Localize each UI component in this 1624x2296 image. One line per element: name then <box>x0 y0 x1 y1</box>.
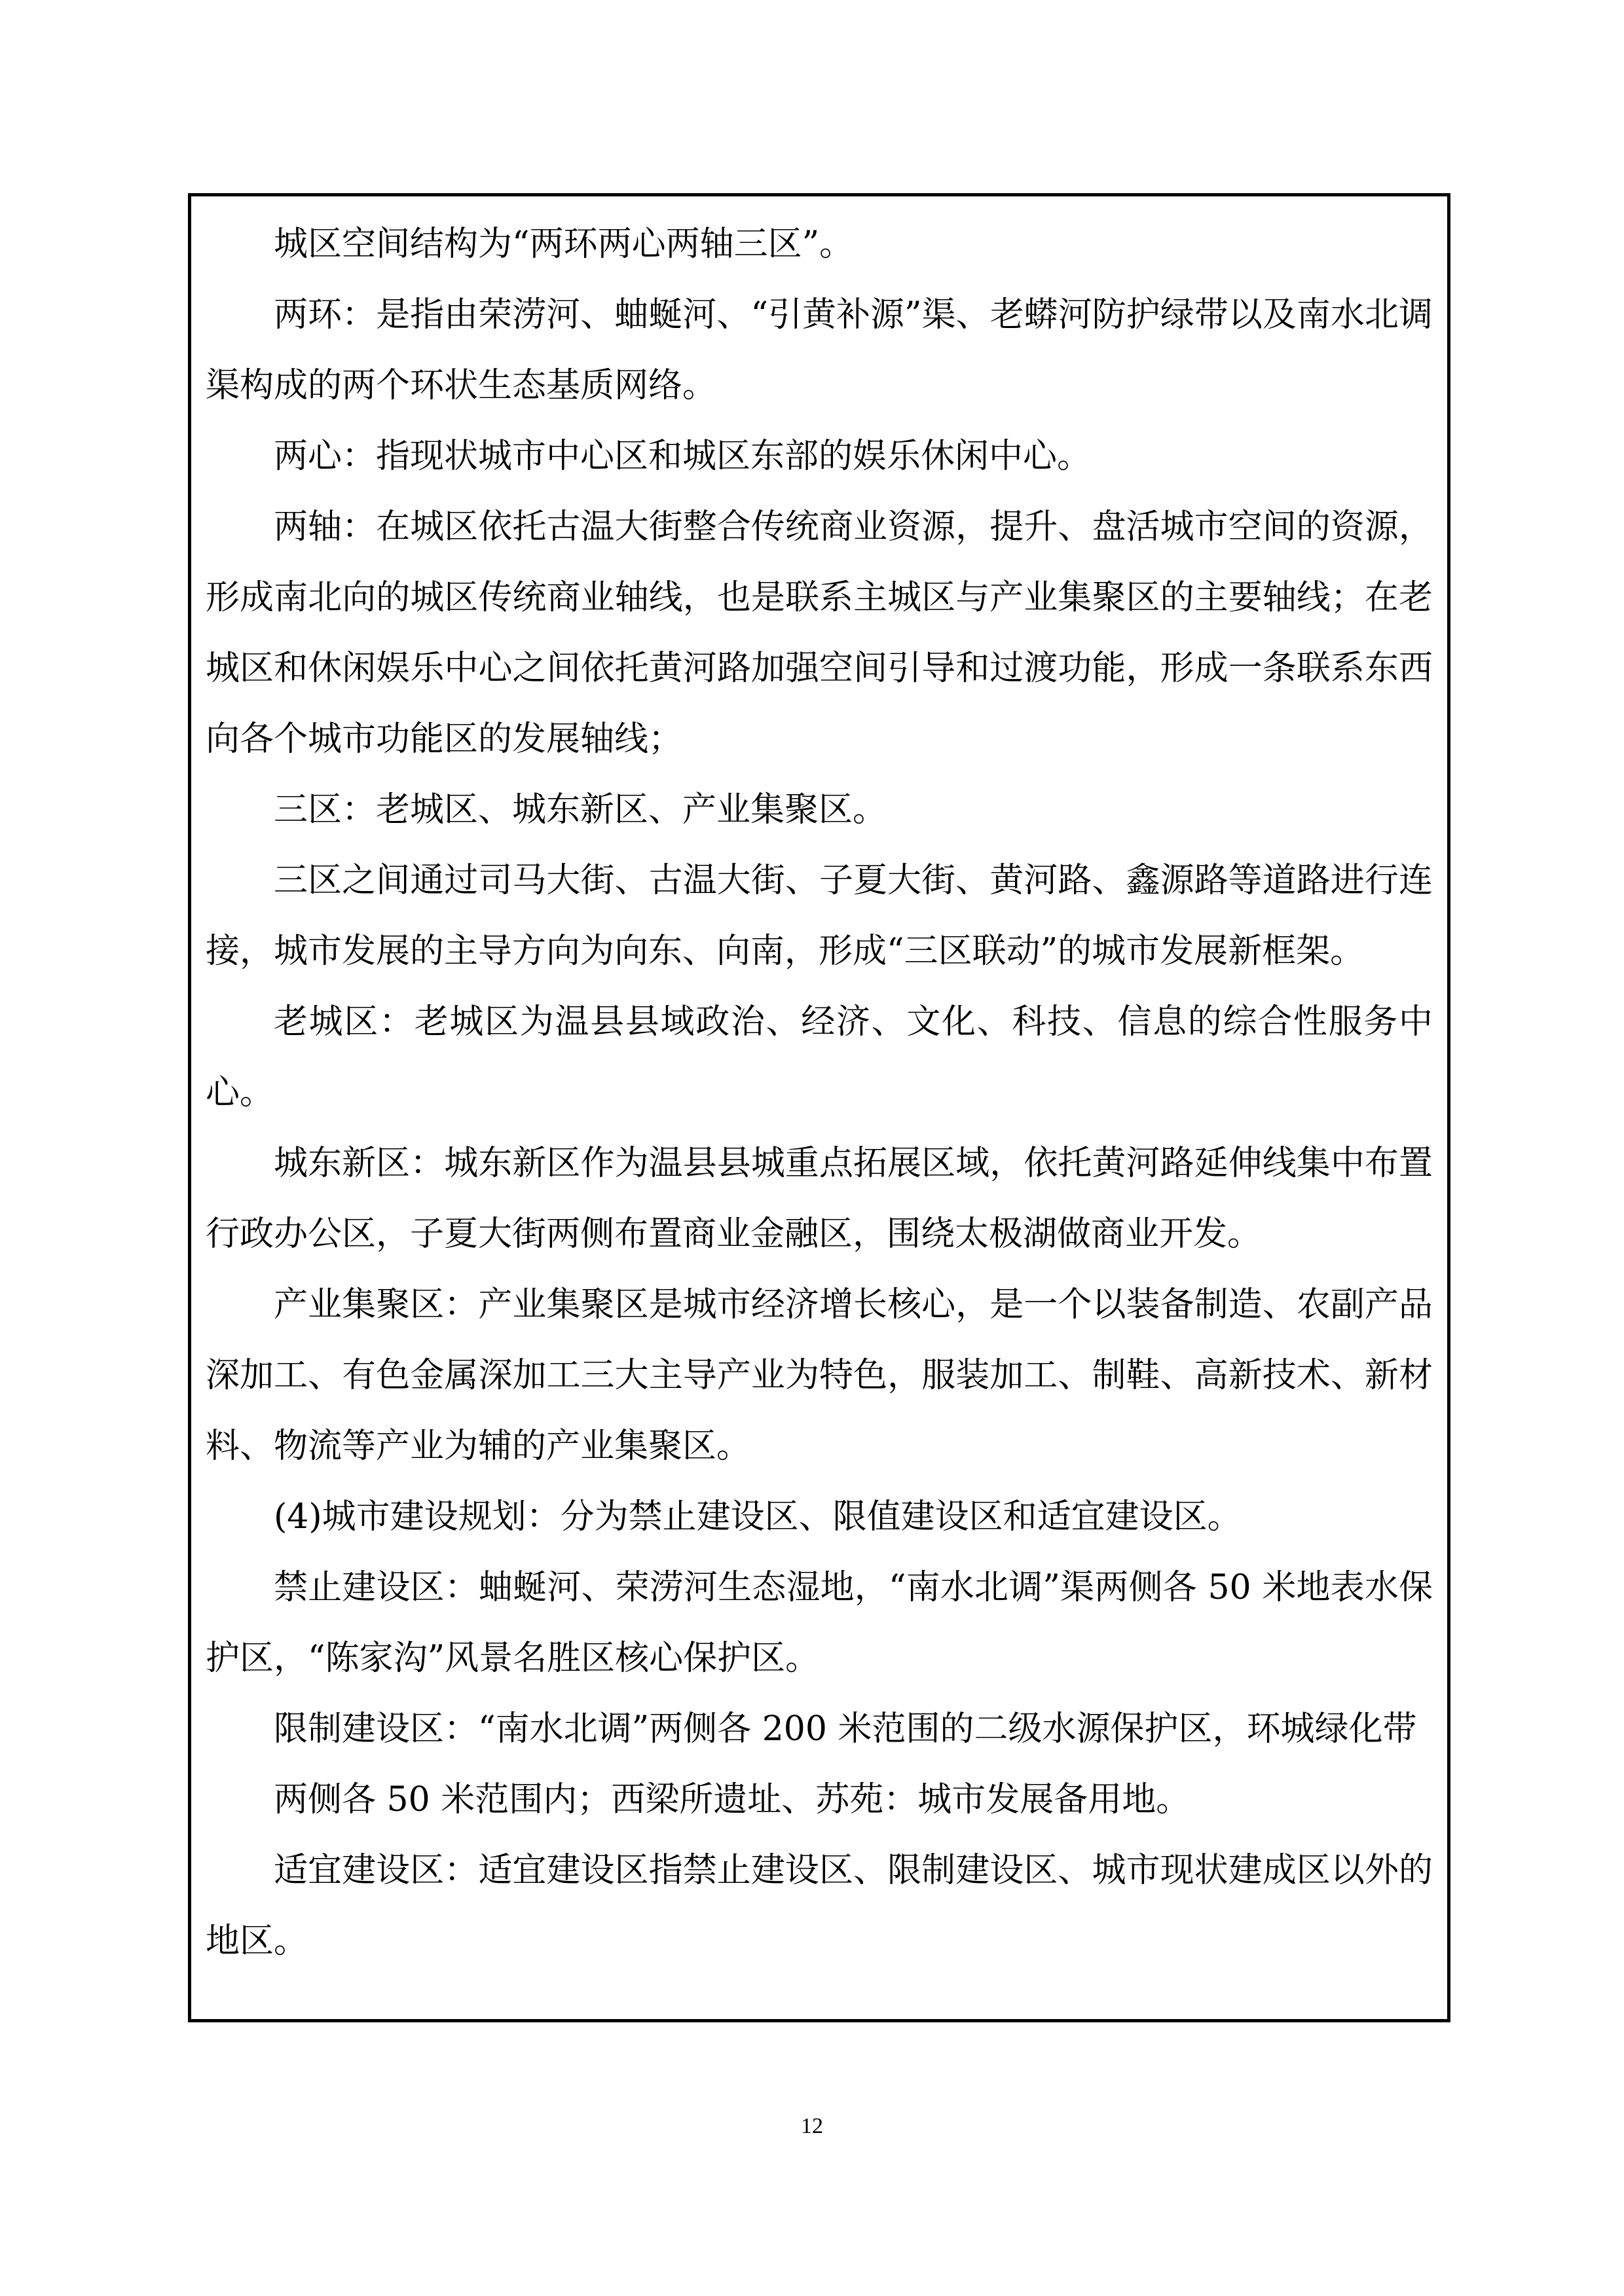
paragraph: 三区：老城区、城东新区、产业集聚区。 <box>274 790 887 829</box>
paragraph: 城区空间结构为“两环两心两轴三区”。 <box>274 225 854 264</box>
page-number: 12 <box>801 2114 823 2138</box>
paragraph: 两轴：在城区依托古温大街整合传统商业资源，提升、盘活城市空间的资源，形成南北向的城区传统商业轴线，也是联系主城区与产业集聚区的主要轴线；在老城区和休闲娱乐中心之间依托黄河路加强空间引导和过渡功能，形成一条联系东西向各个城市功能区的发展轴线； <box>206 507 1433 759</box>
content-frame <box>188 193 1450 2022</box>
paragraph: 两心：指现状城市中心区和城区东部的娱乐休闲中心。 <box>274 437 1092 476</box>
paragraph: 两侧各 50 米范围内；西梁所遗址、苏苑：城市发展备用地。 <box>274 1780 1190 1819</box>
paragraph: 城东新区：城东新区作为温县县城重点拓展区域，依托黄河路延伸线集中布置行政办公区，子夏大街两侧布置商业金融区，围绕太极湖做商业开发。 <box>206 1144 1433 1254</box>
paragraph: 老城区：老城区为温县县域政治、经济、文化、科技、信息的综合性服务中心。 <box>206 1002 1433 1112</box>
paragraph: 适宜建设区：适宜建设区指禁止建设区、限制建设区、城市现状建成区以外的地区。 <box>206 1851 1433 1961</box>
paragraph: 三区之间通过司马大街、古温大街、子夏大街、黄河路、鑫源路等道路进行连接，城市发展的主导方向为向东、向南，形成“三区联动”的城市发展新框架。 <box>206 861 1433 971</box>
paragraph: 限制建设区：“南水北调”两侧各 200 米范围的二级水源保护区，环城绿化带 <box>274 1709 1417 1749</box>
paragraph: 禁止建设区：蚰蜒河、荣涝河生态湿地，“南水北调”渠两侧各 50 米地表水保护区，“陈家沟”风景名胜区核心保护区。 <box>206 1568 1433 1678</box>
paragraph: (4)城市建设规划：分为禁止建设区、限值建设区和适宜建设区。 <box>274 1497 1242 1537</box>
paragraph: 产业集聚区：产业集聚区是城市经济增长核心，是一个以装备制造、农副产品深加工、有色金属深加工三大主导产业为特色，服装加工、制鞋、高新技术、新材料、物流等产业为辅的产业集聚区。 <box>206 1285 1433 1466</box>
paragraph: 两环：是指由荣涝河、蚰蜒河、“引黄补源”渠、老蟒河防护绿带以及南水北调渠构成的两个环状生态基质网络。 <box>206 295 1433 405</box>
